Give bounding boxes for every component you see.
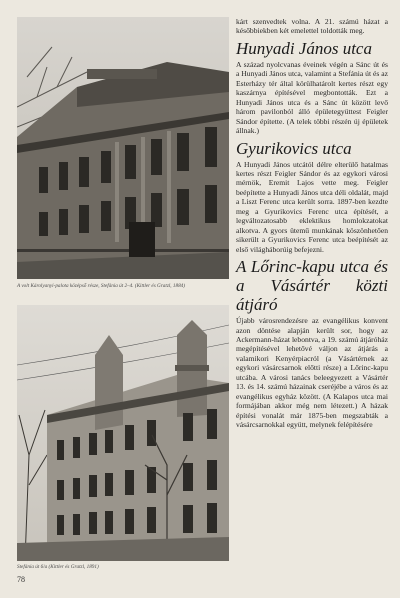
- palace-facade-image: [17, 17, 229, 279]
- figure2-caption: Stefánia út 6/a (Kittler és Gratzl, 1891): [17, 564, 99, 570]
- photo-stefania-6a: [17, 305, 229, 561]
- paragraph-gyurikovics: A Hunyadi János utcától délre elterülő hatalmas kertes részt Feigler Sándor és az egykori városi mérnök, Eremit Lajos vette meg. Feigler beépítette a Hunyadi János utca déli oldalát, majd a Liszt Ferenc utca került sorra. 1897-ben kezdte meg a Gyurikovics Ferenc utca építését, a legváltozatosabb eklektikus homlokzatokat alkotva. A gyors ütemű munkának köszönhetően sikerült a Gyurikovics Ferenc utca beépítését az első világháborúig befejezni.: [236, 159, 388, 254]
- intro-paragraph: kárt szenvedtek volna. A 21. számú házat a későbbiekben két emelettel toldották meg.: [236, 17, 388, 36]
- page-number: 78: [17, 575, 25, 584]
- paragraph-hunyadi: A század nyolcvanas éveinek végén a Sánc út és a Hunyadi János utca, valamint a Stefánia út és az Esterházy tér által körülhatárolt kertes részt egy kaszárnya építésével megbontották. Ezt a Hunyadi János utca és a Sánc út között levő három pavilonból álló épületegyüttest Feigler Sándor építette. (A telek többi részén új épületek állnak.): [236, 59, 388, 136]
- text-column: [236, 17, 388, 430]
- photo-karolyanyi-palace: [17, 17, 229, 279]
- heading-lorinc-kapu-atjaro: A Lőrinc-kapu utca és a Vásártér közti átjáró: [236, 257, 388, 315]
- heading-hunyadi-janos-utca: Hunyadi János utca: [236, 38, 372, 58]
- stefania-building-image: [17, 305, 229, 561]
- heading-gyurikovics-utca: Gyurikovics utca: [236, 138, 352, 158]
- figure1-caption: A volt Károlyanyi-palota középső része, Stefánia út 2–4. (Kittler és Gratzl, 1884): [17, 283, 186, 289]
- paragraph-lorinc-kapu: Újabb városrendezésre az evangélikus konvent azon döntése alapján került sor, hogy az Ackermann-házat lebontva, a 19. számú átjáróház megépítésével lehetővé váljon az átjárás a valamikori Kenyérpiacról (a Vásártérnek az egykori vásárcsarnok előtti része) a Lőrinc-kapu utcába. A városi tanács beleegyezett a Vásártér 13. és 14. számú házainak cseréjébe a város és az evangélikus egyház között. (A Kalapos utca mai formájában akkor még nem létezett.) A házak építési vonalát már 1875-ben megszabták a vásárcsarnokkal együtt, melynek felépítésére: [236, 316, 388, 430]
